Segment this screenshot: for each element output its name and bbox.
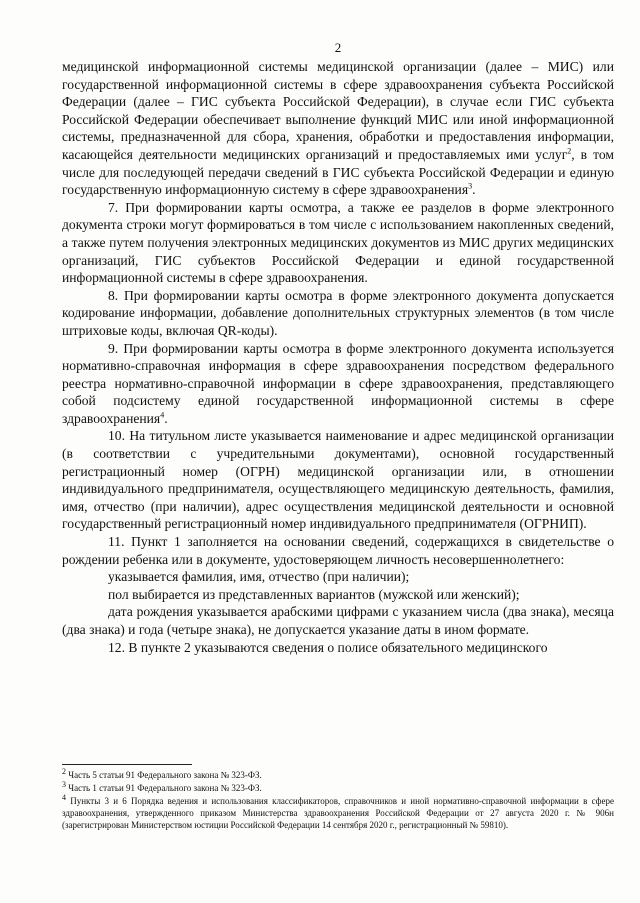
footnotes	[62, 764, 614, 832]
paragraph-12: 12. В пункте 2 указываются сведения о полисе обязательного медицинского	[108, 639, 548, 655]
footnote-ref: 4	[160, 410, 165, 420]
footnote-ref: 2	[567, 146, 572, 156]
footnote-3: $^3$ Часть 1 статьи 91 Федерального закона № 323-ФЗ.	[62, 780, 262, 793]
list-item-sex: пол выбирается из представленных вариантов (мужской или женский);	[108, 586, 520, 602]
page-number: 2	[334, 40, 342, 55]
list-item-birthdate: дата рождения указывается арабскими цифрами с указанием числа (два знака), месяца (два знака) и года (четыре знака), не допускается указание даты в ином формате.	[62, 604, 614, 637]
footnote-ref: 3	[468, 181, 473, 191]
paragraph-8: 8. При формировании карты осмотра в форме электронного документа допускается кодирование информации, добавление дополнительных структурных элементов (в том числе штриховые коды, включая QR-коды).	[62, 287, 614, 338]
footnote-divider	[62, 764, 192, 765]
paragraph-7: 7. При формировании карты осмотра, а также ее разделов в форме электронного документа строки могут формироваться в том числе с использованием накопленных сведений, а также путем получения электронных медицинских документов из МИС других медицинских организаций, ГИС субъектов Российской Федерации и единой государственной информационной системы в сфере здравоохранения.	[62, 199, 614, 286]
paragraph-continuation: медицинской информационной системы медицинской организации (далее – МИС) или государственной информационной системы в сфере здравоохранения субъекта Российской Федерации (далее – ГИС субъекта Российской Федерации), в случае если ГИС субъекта Российской Федерации обеспечивает выполнение функций МИС или иной информационной системы, предназначенной для сбора, хранения, обработки и предоставления информации, касающейся деятельности медицинских организаций и предоставляемых ими услуг$^2$, в том числе для последующей передачи сведений в ГИС субъекта Российской Федерации и единую государственную информационную систему в сфере здравоохранения$^3$.	[62, 59, 615, 198]
paragraph-9: 9. При формировании карты осмотра в форме электронного документа используется нормативно-справочная информация в сфере здравоохранения посредством федерального реестра нормативно-справочной информации в сфере здравоохранения, представляющего собой подсистему единой государственной информационной системы в сфере здравоохранения$^4$.	[62, 340, 614, 426]
footnote-4: $^4$ Пункты 3 и 6 Порядка ведения и использования классификаторов, справочников и иной нормативно-справочной информации в сфере здравоохранения, утвержденного приказом Министерства здравоохранения Российской Федерации от 27 августа 2020 г. № 906н (зарегистрирован Министерством юстиции Российской Федерации 14 сентября 2020 г., регистрационный № 59810).	[62, 793, 614, 830]
paragraph-11: 11. Пункт 1 заполняется на основании сведений, содержащихся в свидетельстве о рождении ребенка или в документе, удостоверяющем личность несовершеннолетнего:	[62, 534, 614, 567]
list-item-name: указывается фамилия, имя, отчество (при наличии);	[108, 569, 410, 585]
body-text	[62, 58, 614, 656]
footnote-2: $^2$ Часть 5 статьи 91 Федерального закона № 323-ФЗ.	[62, 767, 262, 780]
paragraph-10: 10. На титульном листе указывается наименование и адрес медицинской организации (в соответствии с учредительными документами), основной государственный регистрационный номер (ОГРН) медицинской организации или, в отношении индивидуального предпринимателя, осуществляющего медицинскую деятельность, фамилия, имя, отчество (при наличии), адрес осуществления медицинской деятельности и основной государственный регистрационный номер индивидуального предпринимателя (ОГРНИП).	[62, 428, 614, 532]
